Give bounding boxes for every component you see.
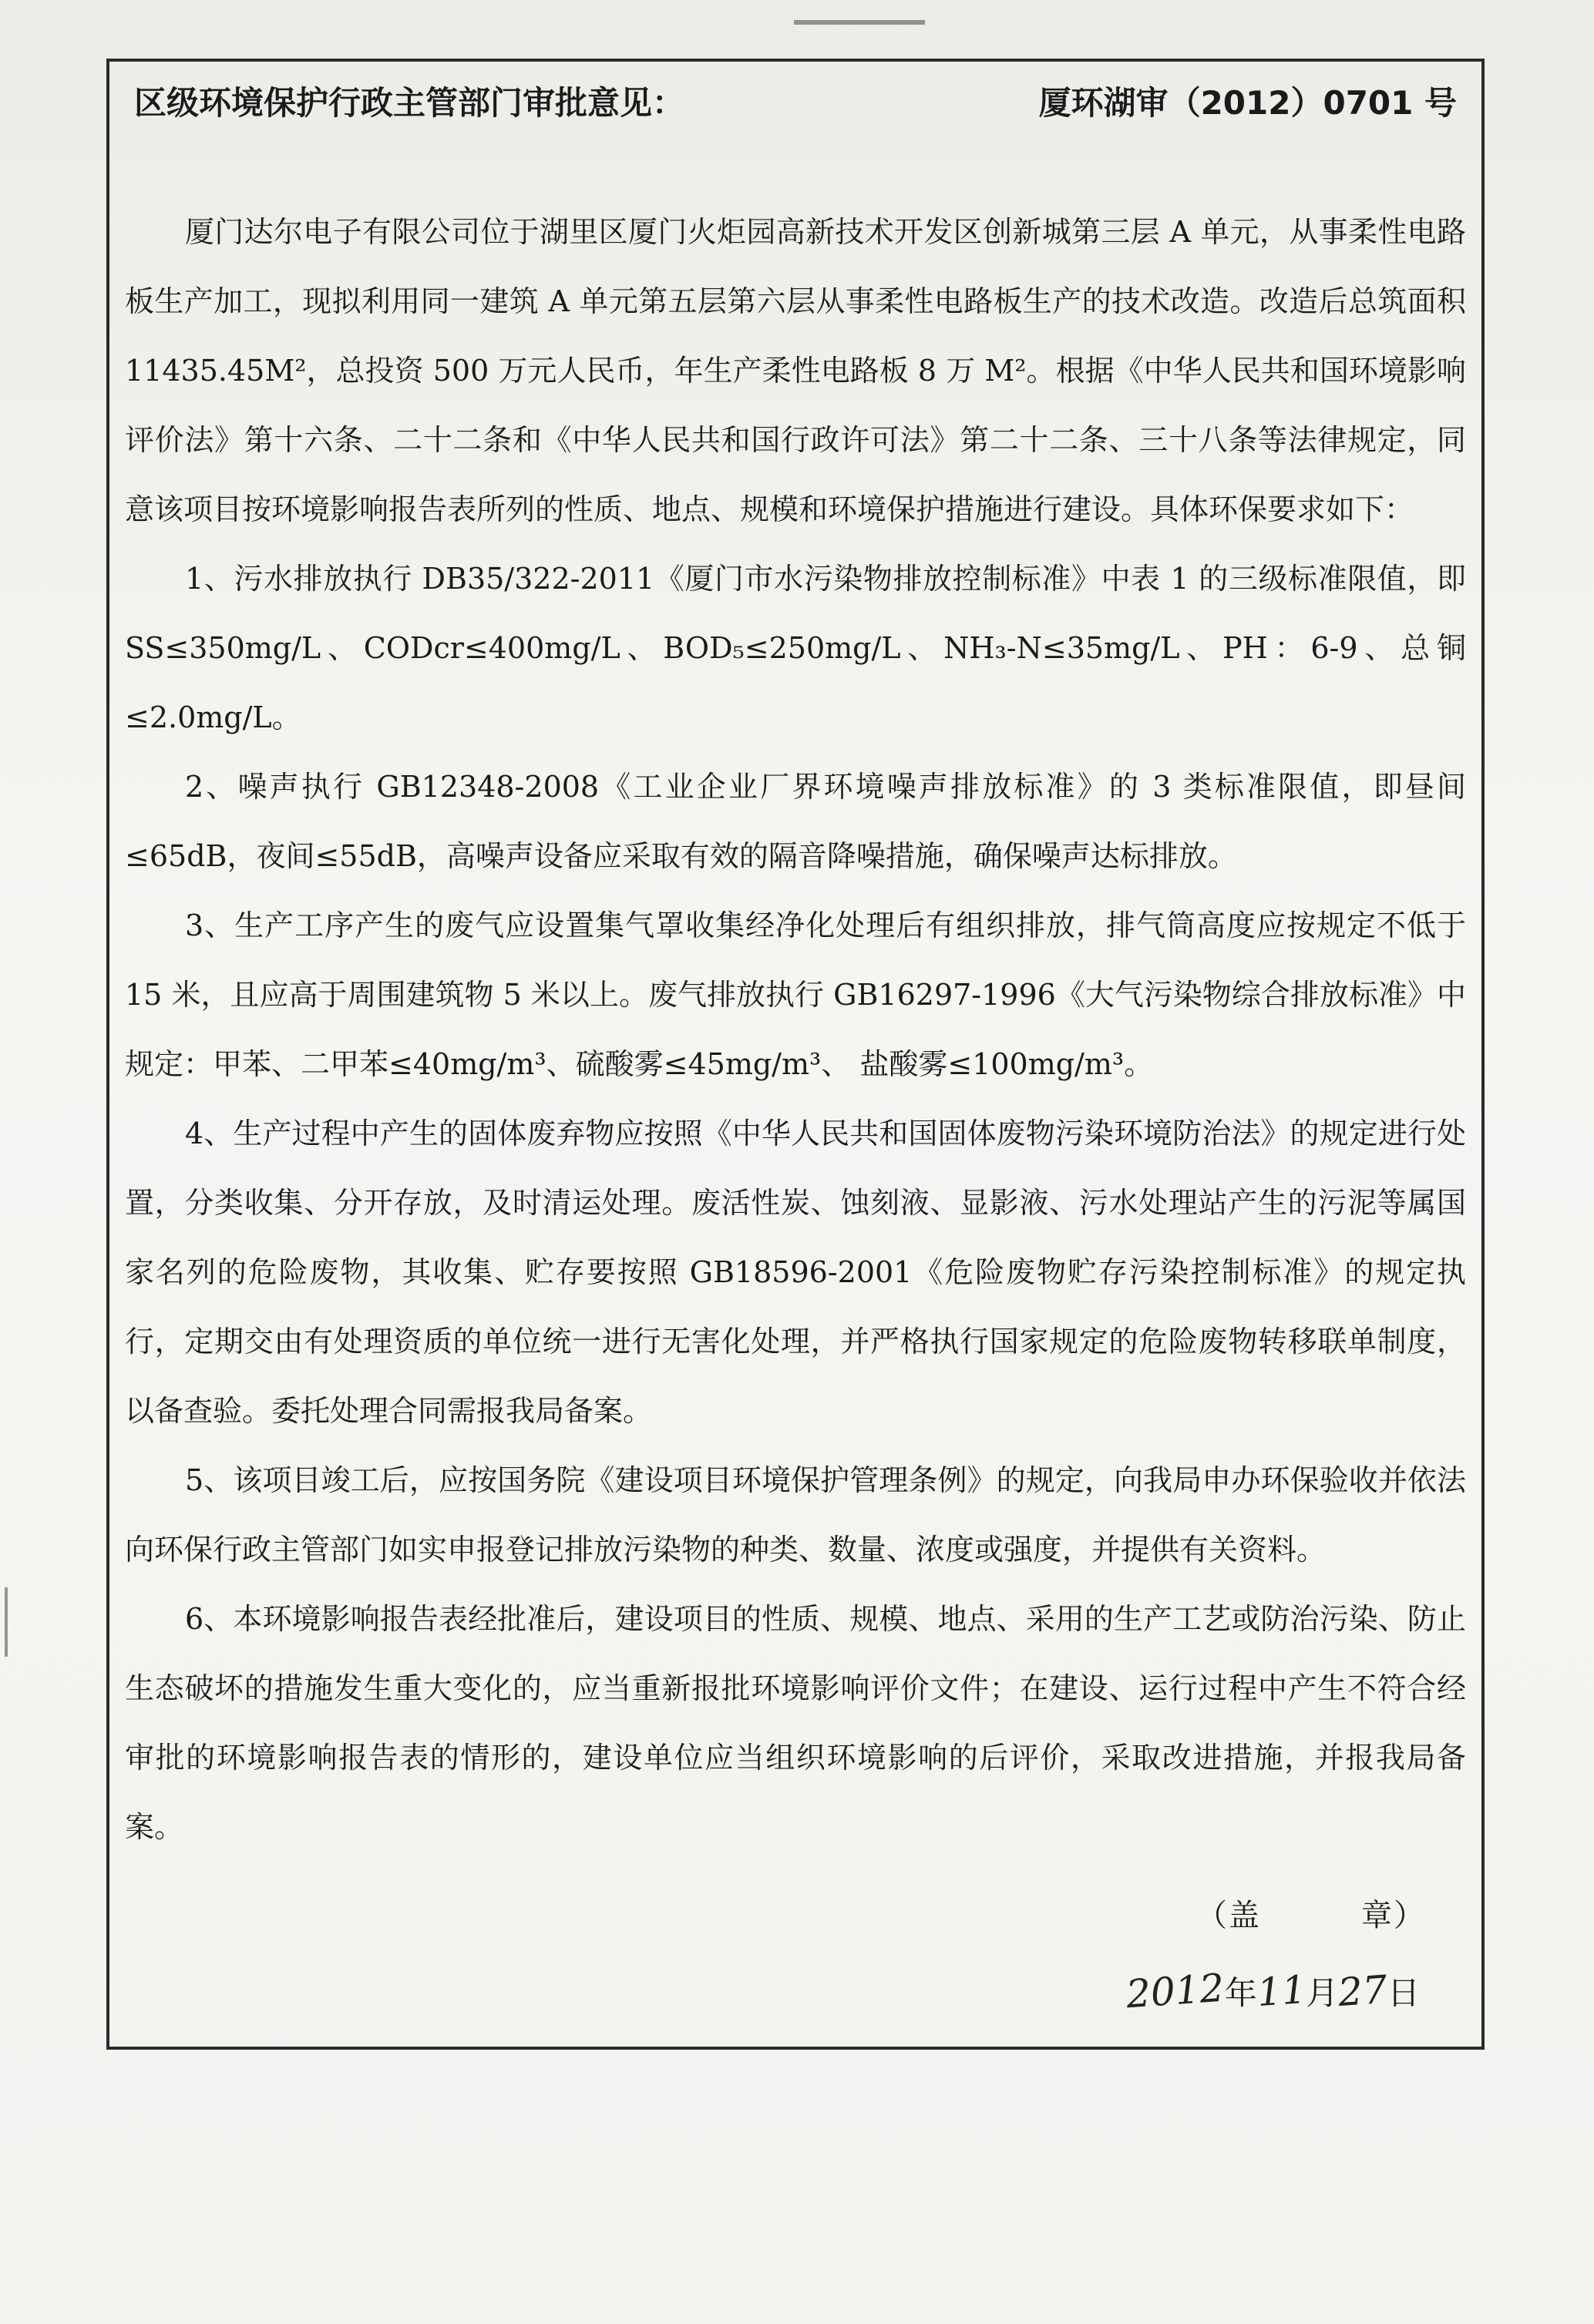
document-number: 厦环湖审（2012）0701 号 [1038,84,1457,122]
date-year-handwritten: 2012 [1125,1965,1226,2017]
scan-mark-left [5,1587,8,1657]
paragraph-item-2: 2、噪声执行 GB12348-2008《工业企业厂界环境噪声排放标准》的 3 类标准限值，即昼间≤65dB，夜间≤55dB，高噪声设备应采取有效的隔音降噪措施，确保噪声达标排放。 [125,770,1466,873]
paragraph-intro: 厦门达尔电子有限公司位于湖里区厦门火炬园高新技术开发区创新城第三层 A 单元，从事柔性电路板生产加工，现拟利用同一建筑 A 单元第五层第六层从事柔性电路板生产的技术改造。改造后总筑面积 11435.45M²，总投资 500 万元人民币，年生产柔性电路板 8 万 M²。根据《中华人民共和国环境影响评价法》第十六条、二十二条和《中华人民共和国行政许可法》第二十二条、三十八条等法律规定，同意该项目按环境影响报告表所列的性质、地点、规模和环境保护措施进行建设。具体环保要求如下： [125,215,1466,526]
paragraph-item-1: 1、污水排放执行 DB35/322-2011《厦门市水污染物排放控制标准》中表 1 的三级标准限值，即 SS≤350mg/L、CODcr≤400mg/L、BOD₅≤250mg/L、NH₃-N≤35mg/L、PH：6-9、总铜≤2.0mg/L。 [125,562,1466,734]
date-day-handwritten: 27 [1337,1966,1389,2016]
approval-opinion-box [106,59,1485,2050]
approval-date [1125,1965,1420,2017]
scan-mark-top [794,20,925,25]
seal-close: 章） [1361,1898,1426,1933]
paragraph-item-3: 3、生产工序产生的废气应设置集气罩收集经净化处理后有组织排放，排气筒高度应按规定不低于 15 米，且应高于周围建筑物 5 米以上。废气排放执行 GB16297-1996《大气污染物综合排放标准》中规定：甲苯、二甲苯≤40mg/m³、硫酸雾≤45mg/m³、 盐酸雾≤100mg/m³。 [125,908,1466,1081]
approval-body [125,197,1466,1862]
paragraph-item-5: 5、该项目竣工后，应按国务院《建设项目环境保护管理条例》的规定，向我局申办环保验收并依法向环保行政主管部门如实申报登记排放污染物的种类、数量、浓度或强度，并提供有关资料。 [125,1463,1466,1567]
paragraph-item-4: 4、生产过程中产生的固体废弃物应按照《中华人民共和国固体废物污染环境防治法》的规定进行处置，分类收集、分开存放，及时清运处理。废活性炭、蚀刻液、显影液、污水处理站产生的污泥等属国家名列的危险废物，其收集、贮存要按照 GB18596-2001《危险废物贮存污染控制标准》的规定执行，定期交由有处理资质的单位统一进行无害化处理，并严格执行国家规定的危险废物转移联单制度，以备查验。委托处理合同需报我局备案。 [125,1117,1466,1428]
seal-open: （盖 [1196,1898,1261,1933]
header [134,72,1457,134]
date-day-suffix: 日 [1387,1974,1420,2012]
date-month-handwritten: 11 [1255,1966,1308,2016]
paragraph-item-6: 6、本环境影响报告表经批准后，建设项目的性质、规模、地点、采用的生产工艺或防治污染、防止生态破坏的措施发生重大变化的，应当重新报批环境影响评价文件；在建设、运行过程中产生不符合经审批的环境影响报告表的情形的，建设单位应当组织环境影响的后评价，采取改进措施，并报我局备案。 [125,1602,1466,1844]
date-year-suffix: 年 [1224,1974,1257,2012]
section-title: 区级环境保护行政主管部门审批意见： [134,84,685,122]
seal-placeholder [1196,1891,1426,1935]
date-month-suffix: 月 [1306,1974,1339,2012]
